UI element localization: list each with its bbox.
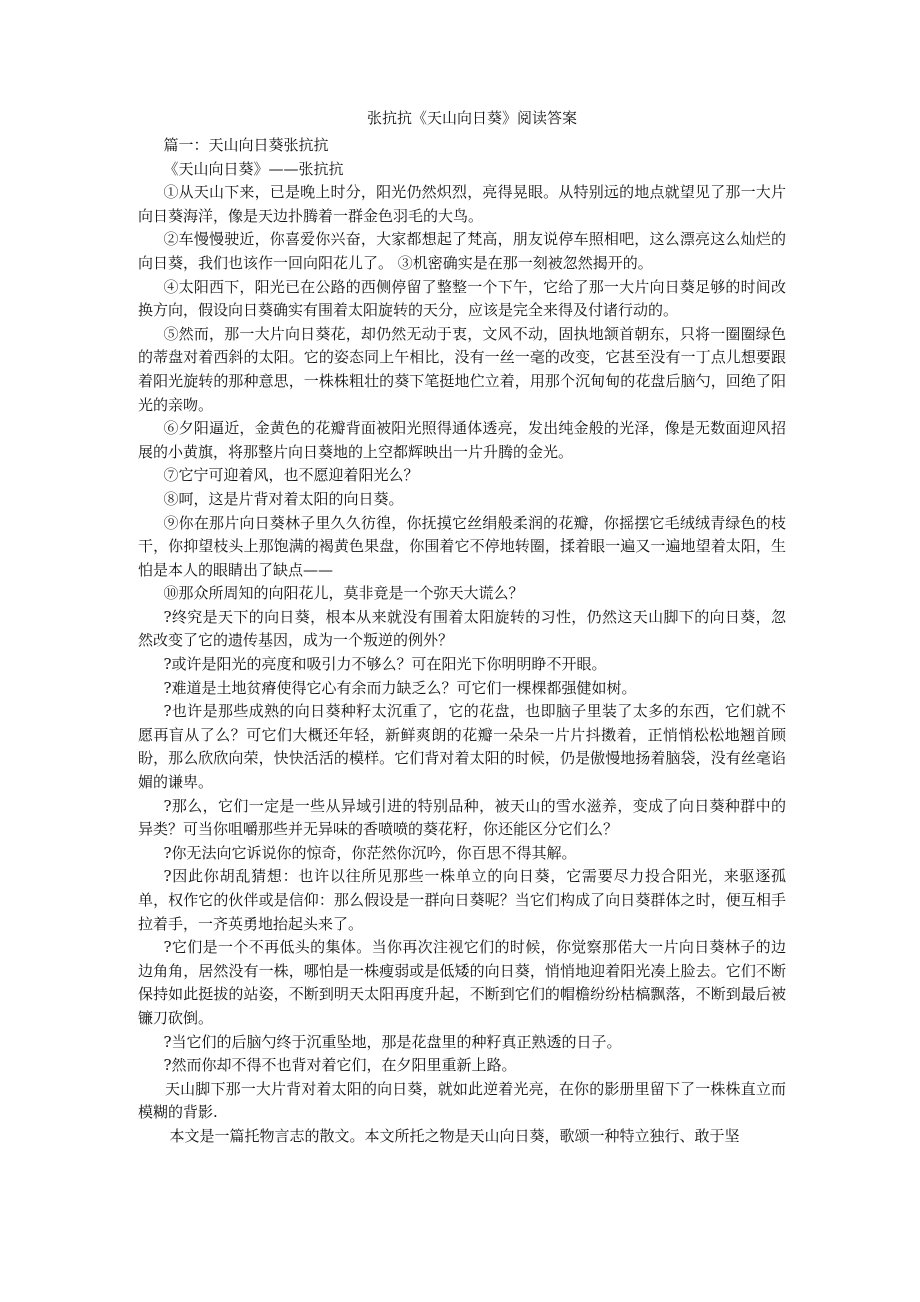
paragraph-18: ?它们是一个不再低头的集体。当你再次注视它们的时候，你觉察那偌大一片向日葵林子的边边角角，居然没有一株，哪怕是一株瘦弱或是低矮的向日葵，悄悄地迎着阳光凑上脸去。它们不断保持如此挺拔的站姿，不断到明天太阳再度升起，不断到它们的帽檐纷纷枯槁飘落，不断到最后被镰刀砍倒。	[138, 938, 786, 1027]
paragraph-7: ⑦它宁可迎着风，也不愿迎着阳光么？	[163, 466, 419, 485]
document-page	[138, 108, 786, 1149]
paragraph-13: ?难道是土地贫瘠使得它心有余而力缺乏么？可它们一棵棵都强健如树。	[163, 678, 637, 697]
paragraph-8: ⑧呵，这是片背对着太阳的向日葵。	[163, 489, 404, 508]
paragraph-6: ⑥夕阳逼近，金黄色的花瓣背面被阳光照得通体透亮，发出纯金般的光泽，像是无数面迎风招展的小黄旗，将那整片向日葵地的上空都辉映出一片升腾的金光。	[138, 419, 786, 461]
paragraph-15: ?那么，它们一定是一些从异域引进的特别品种，被天山的雪水滋养，变成了向日葵种群中的异类？可当你咀嚼那些并无异味的香喷喷的葵花籽，你还能区分它们么？	[138, 796, 786, 839]
paragraph-12: ?或许是阳光的亮度和吸引力不够么？可在阳光下你明明睁不开眼。	[163, 655, 607, 674]
paragraph-11: ?终究是天下的向日葵，根本从来就没有围着太阳旋转的习性，仍然这天山脚下的向日葵，忽然改变了它的遗传基因，成为一个叛逆的例外？	[138, 607, 786, 650]
paragraph-17: ?因此你胡乱猜想：也许以往所见那些一株单立的向日葵，它需要尽力投合阳光，来驱逐孤单，权作它的伙伴或是信仰：那么假设是一群向日葵呢？当它们构成了向日葵群体之时，便互相手拉着手，一齐英勇地抬起头来了。	[138, 867, 786, 933]
paragraph-21: 天山脚下那一大片背对着太阳的向日葵，就如此逆着光亮，在你的影册里留下了一株株直立而模糊的背影.	[138, 1079, 786, 1122]
subtitle-line: 篇一：天山向日葵张抗抗	[163, 136, 329, 154]
paragraph-20: ?然而你却不得不也背对着它们，在夕阳里重新上路。	[163, 1056, 517, 1075]
paragraph-16: ?你无法向它诉说你的惊奇，你茫然你沉吟，你百思不得其解。	[163, 843, 577, 862]
paragraph-19: ?当它们的后脑勺终于沉重坠地，那是花盘里的种籽真正熟透的日子。	[163, 1032, 622, 1051]
paragraph-14: ?也许是那些成熟的向日葵种籽太沉重了，它的花盘，也即脑子里装了太多的东西，它们就不愿再盲从了么？可它们大概还年轻，新鲜爽朗的花瓣一朵朵一片片抖擞着，正悄悄松松地翘首顾盼，那么欣欣向荣，快快活活的模样。它们背对着太阳的时候，仍是傲慢地扬着脑袋，没有丝毫谄媚的谦卑。	[138, 702, 786, 792]
paragraph-1: ①从天山下来，已是晚上时分，阳光仍然炽烈，亮得晃眼。从特别远的地点就望见了那一大片向日葵海洋，像是天边扑腾着一群金色羽毛的大鸟。	[138, 183, 786, 225]
paragraph-5: ⑤然而，那一大片向日葵花，却仍然无动于衷，文风不动，固执地颔首朝东，只将一圈圈绿色的蒂盘对着西斜的太阳。它的姿态同上午相比，没有一丝一毫的改变，它甚至没有一丁点儿想要跟着阳光旋转的那种意思，一株株粗壮的葵下笔挺地伫立着，用那个沉甸甸的花盘后脑勺，回绝了阳光的亲吻。	[138, 324, 786, 414]
paragraph-2: ②车慢慢驶近，你喜爱你兴奋，大家都想起了梵高，朋友说停车照相吧，这么漂亮这么灿烂的向日葵，我们也该作一回向阳花儿了。 ③机密确实是在那一刻被忽然揭开的。	[138, 230, 786, 272]
paragraph-9: ⑨你在那片向日葵林子里久久彷徨，你抚摸它丝绢般柔润的花瓣，你摇摆它毛绒绒青绿色的枝干，你抑望枝头上那饱满的褐黄色果盘，你围着它不停地转圈，揉着眼一遍又一遍地望着太阳，生怕是本人的眼睛出了缺点——	[138, 513, 786, 579]
paragraph-10: ⑩那众所周知的向阳花儿，莫非竟是一个弥天大谎么？	[163, 584, 524, 603]
document-title: 张抗抗《天山向日葵》阅读答案	[366, 109, 577, 127]
analysis-paragraph: 本文是一篇托物言志的散文。本文所托之物是天山向日葵，歌颂一种特立独行、敢于坚	[169, 1126, 740, 1145]
paragraph-4: ④太阳西下，阳光已在公路的西侧停留了整整一个下午，它给了那一大片向日葵足够的时间改换方向，假设向日葵确实有围着太阳旋转的天分，应该是完全来得及付诸行动的。	[138, 277, 786, 320]
work-title-line: 《天山向日葵》——张抗抗	[163, 159, 344, 178]
